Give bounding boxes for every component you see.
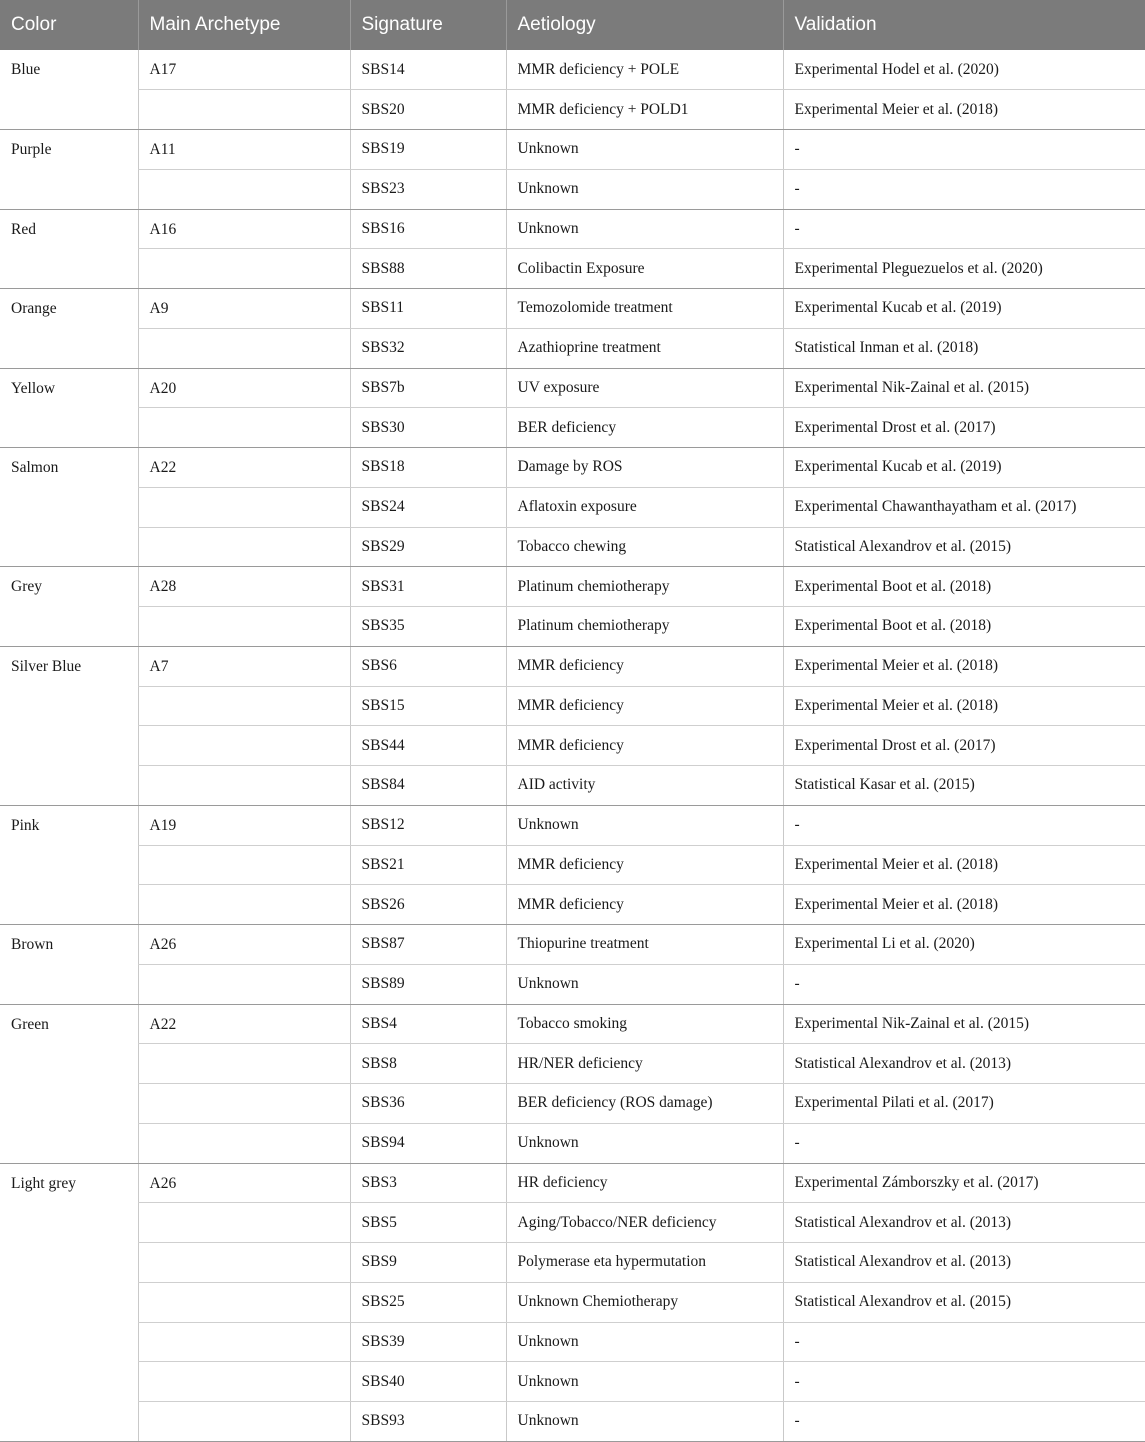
validation-cell: Experimental Nik-Zainal et al. (2015)	[783, 1004, 1145, 1044]
aetiology-cell: Unknown	[506, 169, 783, 209]
validation-cell: Experimental Pilati et al. (2017)	[783, 1084, 1145, 1124]
archetype-cell-empty	[138, 1402, 350, 1442]
aetiology-cell: Thiopurine treatment	[506, 925, 783, 965]
archetype-cell-empty	[138, 607, 350, 647]
archetype-cell-empty	[138, 885, 350, 925]
aetiology-cell: Unknown	[506, 130, 783, 170]
table-row	[0, 448, 1145, 488]
table-row	[0, 209, 1145, 249]
aetiology-cell: Temozolomide treatment	[506, 289, 783, 329]
validation-cell: Experimental Boot et al. (2018)	[783, 607, 1145, 647]
aetiology-cell: Unknown	[506, 964, 783, 1004]
table-row	[0, 249, 1145, 289]
aetiology-cell: MMR deficiency + POLE	[506, 50, 783, 90]
archetype-cell-empty	[138, 527, 350, 567]
table-row	[0, 1243, 1145, 1283]
signature-cell: SBS24	[350, 487, 506, 527]
validation-cell: Statistical Alexandrov et al. (2013)	[783, 1203, 1145, 1243]
aetiology-cell: MMR deficiency	[506, 686, 783, 726]
validation-cell: Statistical Alexandrov et al. (2013)	[783, 1243, 1145, 1283]
aetiology-cell: Unknown	[506, 1322, 783, 1362]
signature-cell: SBS11	[350, 289, 506, 329]
table-row	[0, 1322, 1145, 1362]
signature-cell: SBS18	[350, 448, 506, 488]
signature-cell: SBS15	[350, 686, 506, 726]
color-cell: Blue	[0, 50, 138, 130]
archetype-cell: A17	[138, 50, 350, 90]
table-row	[0, 726, 1145, 766]
aetiology-cell: Unknown	[506, 1362, 783, 1402]
archetype-cell-empty	[138, 249, 350, 289]
table-row	[0, 1084, 1145, 1124]
archetype-cell-empty	[138, 1243, 350, 1283]
color-cell: Yellow	[0, 368, 138, 448]
table-header	[0, 0, 1145, 50]
validation-cell: -	[783, 1123, 1145, 1163]
signature-cell: SBS30	[350, 408, 506, 448]
archetype-cell-empty	[138, 1084, 350, 1124]
signature-cell: SBS36	[350, 1084, 506, 1124]
signature-cell: SBS44	[350, 726, 506, 766]
aetiology-cell: Unknown	[506, 209, 783, 249]
validation-cell: Statistical Alexandrov et al. (2013)	[783, 1044, 1145, 1084]
archetype-cell: A22	[138, 448, 350, 488]
validation-cell: Experimental Meier et al. (2018)	[783, 885, 1145, 925]
aetiology-cell: Polymerase eta hypermutation	[506, 1243, 783, 1283]
aetiology-cell: BER deficiency	[506, 408, 783, 448]
archetype-cell-empty	[138, 408, 350, 448]
table-row	[0, 885, 1145, 925]
archetype-cell: A26	[138, 1163, 350, 1203]
table-body	[0, 50, 1145, 1441]
color-cell: Light grey	[0, 1163, 138, 1441]
table-row	[0, 1203, 1145, 1243]
aetiology-cell: Tobacco chewing	[506, 527, 783, 567]
signature-cell: SBS3	[350, 1163, 506, 1203]
validation-cell: Experimental Meier et al. (2018)	[783, 90, 1145, 130]
validation-cell: -	[783, 1402, 1145, 1442]
color-cell: Purple	[0, 130, 138, 210]
signature-cell: SBS8	[350, 1044, 506, 1084]
archetype-cell: A16	[138, 209, 350, 249]
signature-cell: SBS23	[350, 169, 506, 209]
table-row	[0, 50, 1145, 90]
table-row	[0, 1163, 1145, 1203]
aetiology-cell: MMR deficiency	[506, 646, 783, 686]
validation-cell: Experimental Hodel et al. (2020)	[783, 50, 1145, 90]
validation-cell: Experimental Nik-Zainal et al. (2015)	[783, 368, 1145, 408]
signature-cell: SBS7b	[350, 368, 506, 408]
signature-cell: SBS21	[350, 845, 506, 885]
aetiology-cell: AID activity	[506, 766, 783, 806]
validation-cell: Experimental Kucab et al. (2019)	[783, 289, 1145, 329]
validation-cell: Experimental Boot et al. (2018)	[783, 567, 1145, 607]
signature-cell: SBS32	[350, 328, 506, 368]
color-cell: Orange	[0, 289, 138, 369]
archetype-cell-empty	[138, 1362, 350, 1402]
signature-cell: SBS20	[350, 90, 506, 130]
validation-cell: Experimental Kucab et al. (2019)	[783, 448, 1145, 488]
aetiology-cell: HR deficiency	[506, 1163, 783, 1203]
aetiology-cell: Platinum chemiotherapy	[506, 607, 783, 647]
validation-cell: -	[783, 209, 1145, 249]
signature-cell: SBS93	[350, 1402, 506, 1442]
color-cell: Grey	[0, 567, 138, 647]
color-cell: Green	[0, 1004, 138, 1163]
table-row	[0, 90, 1145, 130]
color-cell: Pink	[0, 805, 138, 924]
validation-cell: -	[783, 130, 1145, 170]
archetype-cell-empty	[138, 726, 350, 766]
aetiology-cell: Unknown	[506, 1123, 783, 1163]
signature-cell: SBS88	[350, 249, 506, 289]
table-row	[0, 408, 1145, 448]
signature-cell: SBS94	[350, 1123, 506, 1163]
archetype-cell-empty	[138, 487, 350, 527]
aetiology-cell: Platinum chemiotherapy	[506, 567, 783, 607]
signature-cell: SBS6	[350, 646, 506, 686]
table-row	[0, 169, 1145, 209]
header-color: Color	[0, 0, 138, 50]
archetype-cell-empty	[138, 686, 350, 726]
validation-cell: -	[783, 1322, 1145, 1362]
aetiology-cell: MMR deficiency	[506, 845, 783, 885]
archetype-cell-empty	[138, 1203, 350, 1243]
header-row	[0, 0, 1145, 50]
archetype-cell-empty	[138, 1282, 350, 1322]
archetype-cell-empty	[138, 766, 350, 806]
aetiology-cell: HR/NER deficiency	[506, 1044, 783, 1084]
signature-cell: SBS39	[350, 1322, 506, 1362]
aetiology-cell: Tobacco smoking	[506, 1004, 783, 1044]
table-row	[0, 1044, 1145, 1084]
table-row	[0, 1123, 1145, 1163]
archetype-cell-empty	[138, 90, 350, 130]
color-cell: Salmon	[0, 448, 138, 567]
signature-cell: SBS19	[350, 130, 506, 170]
table-row	[0, 130, 1145, 170]
archetype-cell: A28	[138, 567, 350, 607]
validation-cell: -	[783, 1362, 1145, 1402]
table-row	[0, 289, 1145, 329]
validation-cell: Experimental Meier et al. (2018)	[783, 646, 1145, 686]
signature-cell: SBS31	[350, 567, 506, 607]
header-main-archetype: Main Archetype	[138, 0, 350, 50]
archetype-cell-empty	[138, 964, 350, 1004]
table-row	[0, 328, 1145, 368]
table-row	[0, 766, 1145, 806]
signature-cell: SBS5	[350, 1203, 506, 1243]
archetype-cell-empty	[138, 1322, 350, 1362]
validation-cell: Experimental Drost et al. (2017)	[783, 726, 1145, 766]
archetype-cell-empty	[138, 1044, 350, 1084]
signature-cell: SBS29	[350, 527, 506, 567]
signature-cell: SBS84	[350, 766, 506, 806]
aetiology-cell: Unknown	[506, 1402, 783, 1442]
signature-cell: SBS40	[350, 1362, 506, 1402]
aetiology-cell: Aging/Tobacco/NER deficiency	[506, 1203, 783, 1243]
table-row	[0, 527, 1145, 567]
table-row	[0, 567, 1145, 607]
aetiology-cell: MMR deficiency + POLD1	[506, 90, 783, 130]
validation-cell: -	[783, 805, 1145, 845]
table-row	[0, 686, 1145, 726]
aetiology-cell: Damage by ROS	[506, 448, 783, 488]
validation-cell: Experimental Pleguezuelos et al. (2020)	[783, 249, 1145, 289]
archetype-cell: A22	[138, 1004, 350, 1044]
archetype-cell: A11	[138, 130, 350, 170]
archetype-cell-empty	[138, 328, 350, 368]
table-row	[0, 1402, 1145, 1442]
signature-cell: SBS16	[350, 209, 506, 249]
archetype-cell: A7	[138, 646, 350, 686]
archetype-cell: A9	[138, 289, 350, 329]
validation-cell: -	[783, 169, 1145, 209]
header-aetiology: Aetiology	[506, 0, 783, 50]
signature-cell: SBS26	[350, 885, 506, 925]
table-row	[0, 646, 1145, 686]
validation-cell: Statistical Inman et al. (2018)	[783, 328, 1145, 368]
signature-cell: SBS14	[350, 50, 506, 90]
table-row	[0, 1004, 1145, 1044]
aetiology-cell: MMR deficiency	[506, 885, 783, 925]
archetype-cell-empty	[138, 1123, 350, 1163]
archetype-cell: A19	[138, 805, 350, 845]
signature-cell: SBS12	[350, 805, 506, 845]
signature-cell: SBS87	[350, 925, 506, 965]
archetype-cell-empty	[138, 169, 350, 209]
header-validation: Validation	[783, 0, 1145, 50]
archetype-cell: A20	[138, 368, 350, 408]
table-row	[0, 1362, 1145, 1402]
table-row	[0, 845, 1145, 885]
signature-cell: SBS35	[350, 607, 506, 647]
aetiology-cell: MMR deficiency	[506, 726, 783, 766]
signature-cell: SBS4	[350, 1004, 506, 1044]
validation-cell: Experimental Meier et al. (2018)	[783, 686, 1145, 726]
header-signature: Signature	[350, 0, 506, 50]
table-row	[0, 607, 1145, 647]
aetiology-cell: UV exposure	[506, 368, 783, 408]
validation-cell: Experimental Drost et al. (2017)	[783, 408, 1145, 448]
table-row	[0, 1282, 1145, 1322]
table-row	[0, 368, 1145, 408]
aetiology-cell: BER deficiency (ROS damage)	[506, 1084, 783, 1124]
aetiology-cell: Azathioprine treatment	[506, 328, 783, 368]
aetiology-cell: Aflatoxin exposure	[506, 487, 783, 527]
signature-cell: SBS89	[350, 964, 506, 1004]
validation-cell: Statistical Alexandrov et al. (2015)	[783, 527, 1145, 567]
archetype-cell: A26	[138, 925, 350, 965]
table-row	[0, 964, 1145, 1004]
table-row	[0, 487, 1145, 527]
aetiology-cell: Colibactin Exposure	[506, 249, 783, 289]
table-row	[0, 925, 1145, 965]
validation-cell: Statistical Kasar et al. (2015)	[783, 766, 1145, 806]
table-row	[0, 805, 1145, 845]
validation-cell: Experimental Chawanthayatham et al. (2017)	[783, 487, 1145, 527]
aetiology-cell: Unknown Chemiotherapy	[506, 1282, 783, 1322]
color-cell: Silver Blue	[0, 646, 138, 805]
validation-cell: Statistical Alexandrov et al. (2015)	[783, 1282, 1145, 1322]
archetype-cell-empty	[138, 845, 350, 885]
validation-cell: Experimental Meier et al. (2018)	[783, 845, 1145, 885]
color-cell: Brown	[0, 925, 138, 1005]
aetiology-cell: Unknown	[506, 805, 783, 845]
signature-cell: SBS25	[350, 1282, 506, 1322]
validation-cell: Experimental Zámborszky et al. (2017)	[783, 1163, 1145, 1203]
validation-cell: -	[783, 964, 1145, 1004]
color-cell: Red	[0, 209, 138, 289]
signature-cell: SBS9	[350, 1243, 506, 1283]
validation-cell: Experimental Li et al. (2020)	[783, 925, 1145, 965]
